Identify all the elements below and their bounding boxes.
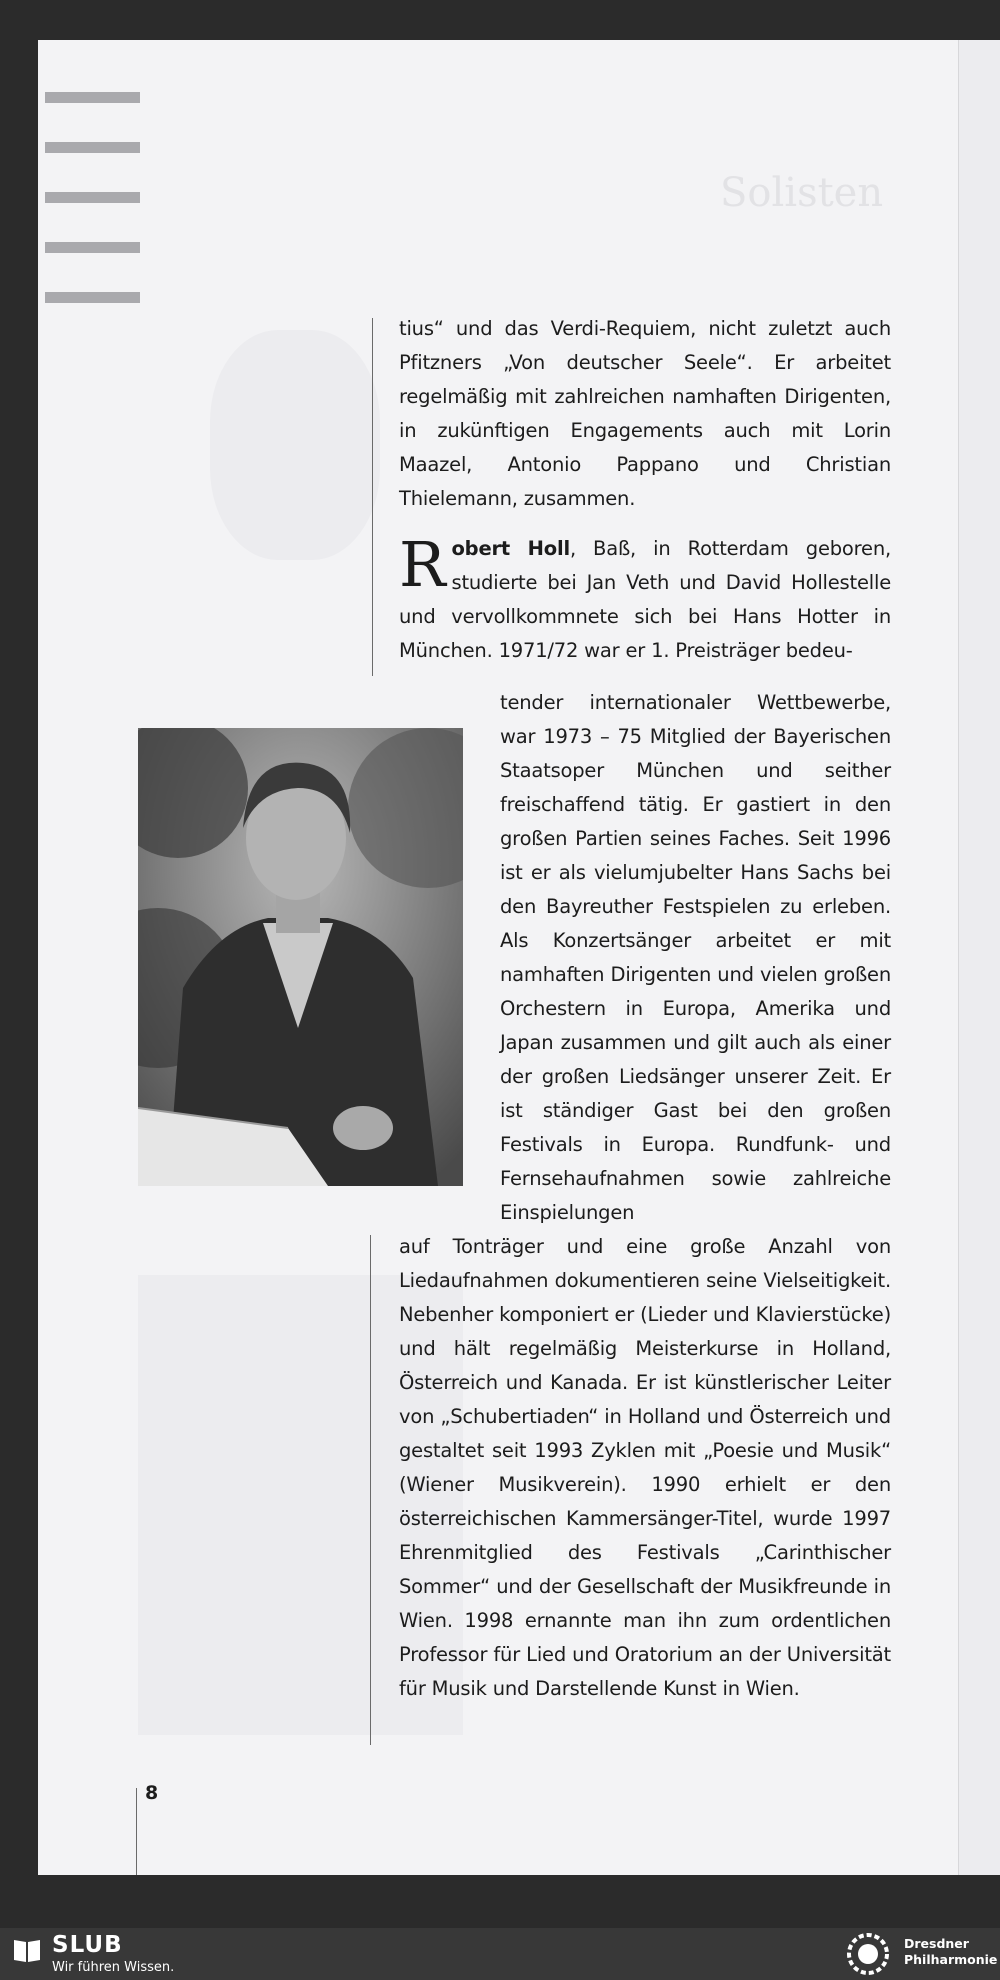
paragraph-continued: tius“ und das Verdi-Requiem, nicht zuletzt auch Pfitzners „Von deutscher Seele“. Er arbeitet regelmäßig mit zahlreichen namhaften Dirigenten, in zukünftigen Engagements auch mit Lorin Maazel, Antonio Pappano und Christian Thielemann, zusammen.: [399, 317, 891, 510]
portrait-photo: [138, 728, 463, 1186]
library-name[interactable]: SLUB: [52, 1932, 123, 1958]
paragraph-biography-intro: [399, 528, 891, 668]
tab-marker: [45, 92, 140, 103]
partner-name-line-2: Philharmonie: [904, 1952, 998, 1967]
philharmonie-logo-icon: [842, 1932, 894, 1976]
tab-marker: [45, 192, 140, 203]
partner-name-line-1: Dresdner: [904, 1936, 969, 1951]
paragraph-biography-continued: auf Tonträger und eine große Anzahl von Liedaufnahmen dokumentieren seine Vielseitigkeit. Nebenher komponiert er (Lieder und Klavierstücke) und hält regelmäßig Meisterkurse in Holland, Österreich und Kanada. Er ist künstlerischer Leiter von „Schubertiaden“ in Holland und Österreich und gestaltet seit 1993 Zyklen mit „Poesie und Musik“ (Wiener Musikverein). 1990 erhielt er den österreichischen Kammersänger-Titel, wurde 1997 Ehrenmitglied des Festivals „Carinthischer Sommer“ und der Gesellschaft der Musikfreunde in Wien. 1998 ernannte man ihn zum ordentlichen Professor für Lied und Oratorium an der Universität für Musik und Darstellende Kunst in Wien.: [399, 1235, 891, 1700]
page-number: 8: [145, 1782, 159, 1804]
article-text-wrapped: [500, 686, 891, 1230]
footer-bar: [0, 1928, 1000, 1980]
paragraph-biography-wrapped: tender internationaler Wettbewerbe, war 1973 – 75 Mitglied der Bayerischen Staatsoper München und seither freischaffend tätig. Er gastiert in den großen Partien seines Faches. Seit 1996 ist er als vielumjubelter Hans Sachs bei den Bayreuther Festspielen zu erleben. Als Konzertsänger arbeitet er mit namhaften Dirigenten und vielen großen Orchestern in Europa, Amerika und Japan zusammen und gilt auch als einer der großen Liedsänger unserer Zeit. Er ist ständiger Gast bei den großen Festivals in Europa. Rundfunk- und Fernsehaufnahmen sowie zahlreiche Einspielungen: [500, 691, 891, 1224]
article-text-bottom: [399, 1230, 891, 1706]
tab-marker: [45, 292, 140, 303]
column-rule: [372, 318, 373, 676]
column-rule: [370, 1235, 371, 1745]
article-text-top: [399, 312, 891, 668]
footer-rule: [136, 1788, 137, 1875]
singer-name: obert Holl: [451, 537, 570, 560]
drop-cap: R: [399, 528, 446, 601]
next-page-edge: [958, 40, 1000, 1875]
bleed-through-portrait: [210, 330, 380, 560]
partner-name[interactable]: [904, 1936, 997, 1968]
bleed-through-heading: Solisten: [720, 170, 884, 216]
library-tagline: Wir führen Wissen.: [52, 1960, 175, 1975]
tab-marker: [45, 142, 140, 153]
biography-intro-text: , Baß, in Rotterdam geboren, studierte bei Jan Veth und David Hollestelle und vervollkommnete sich bei Hans Hotter in München. 1971/72 war er 1. Preisträger bedeu-: [399, 537, 891, 662]
slub-book-icon: [12, 1936, 42, 1964]
tab-marker: [45, 242, 140, 253]
portrait-photo-graphic: [138, 728, 463, 1186]
